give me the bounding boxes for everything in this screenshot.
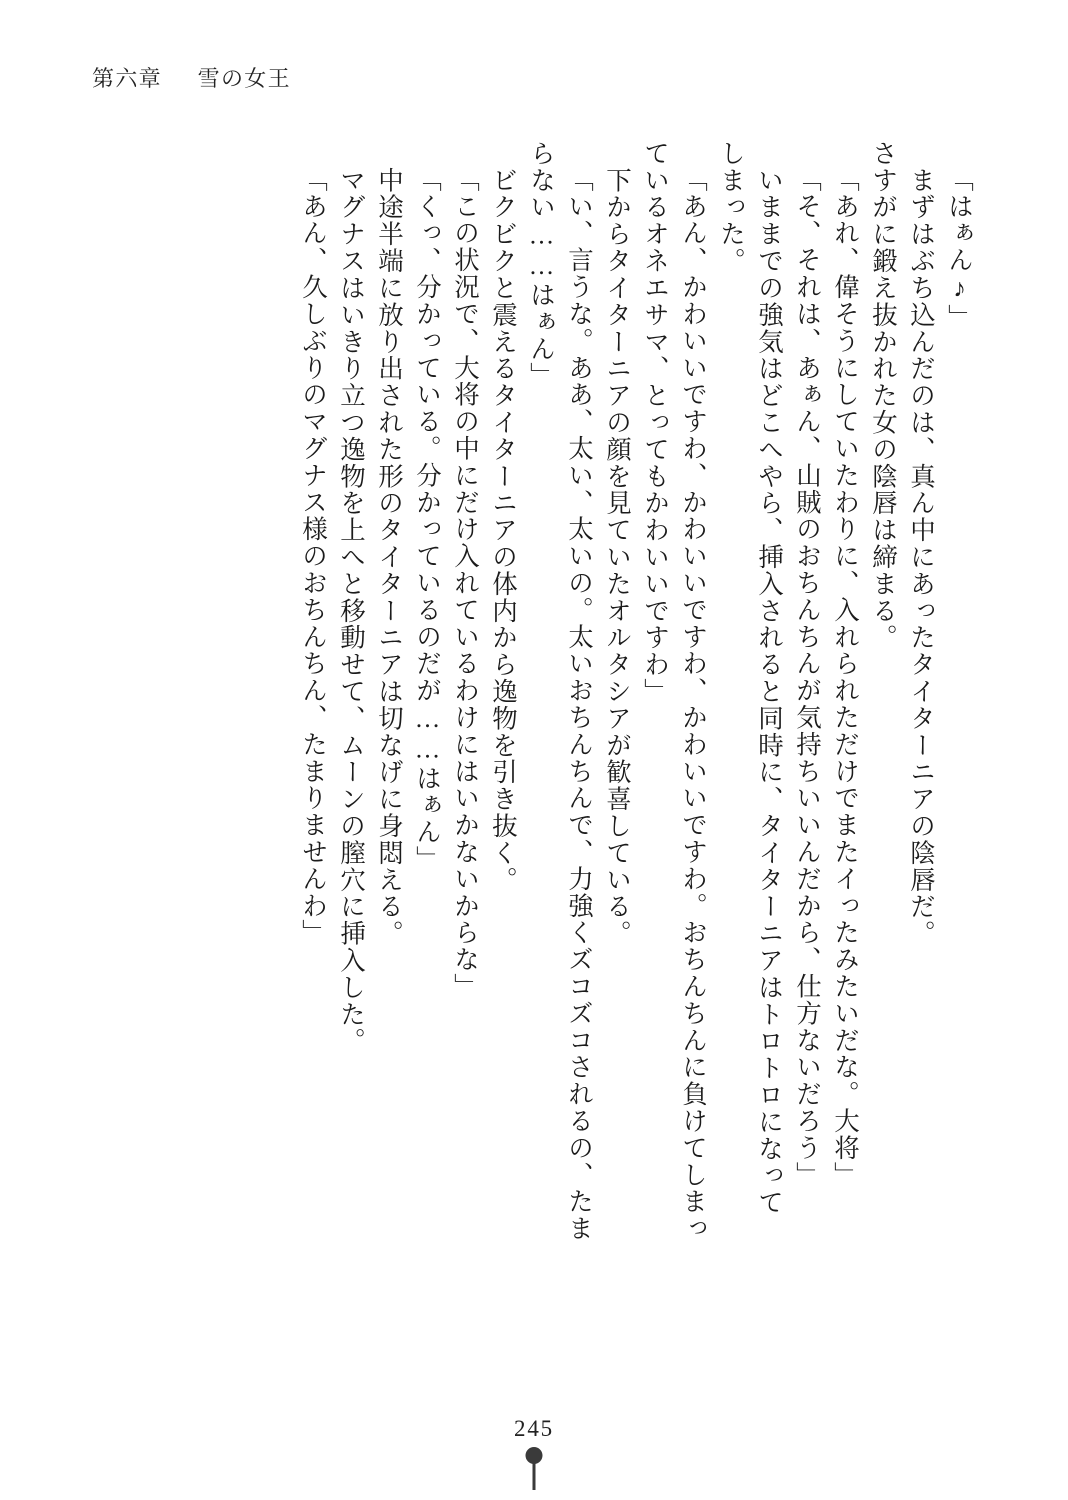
- text-column: さすがに鍛え抜かれた女の陰唇は締まる。: [869, 140, 898, 652]
- text-column: マグナスはいきり立つ逸物を上へと移動せて、ムーンの膣穴に挿入した。: [337, 140, 366, 1055]
- text-column: らない……はぁん」: [527, 140, 556, 390]
- text-column: 「そ、それは、あぁん、山賊のおちんちんが気持ちいいんだから、仕方ないだろう」: [793, 166, 822, 1189]
- text-column: まずはぶち込んだのは、真ん中にあったタイターニアの陰唇だ。: [907, 140, 936, 948]
- text-column: 中途半端に放り出された形のタイターニアは切なげに身悶える。: [375, 140, 404, 948]
- text-column: いままでの強気はどこへやら、挿入されると同時に、タイターニアはトロトロになって: [755, 140, 784, 1217]
- page-number: 245: [513, 1416, 555, 1441]
- text-column: 「あれ、偉そうにしていたわりに、入れられただけでまたイったみたいだな。大将」: [831, 166, 860, 1189]
- text-column: 下からタイターニアの顔を見ていたオルタシアが歓喜している。: [603, 140, 632, 948]
- folio-bar-ornament: [533, 1452, 536, 1490]
- chapter-number: 第六章: [92, 66, 162, 91]
- text-column: 「くっ、分かっている。分かっているのだが……はぁん」: [413, 166, 442, 873]
- text-column: 「はぁん♪」: [945, 166, 974, 331]
- text-column: ビクビクと震えるタイターニアの体内から逸物を引き抜く。: [489, 140, 518, 894]
- text-column: 「あん、かわいいですわ、かわいいですわ、かわいいですわ。おちんちんに負けてしまっ: [679, 166, 708, 1243]
- text-column: ているオネエサマ、とってもかわいいですわ」: [641, 140, 670, 705]
- vertical-body-text: [288, 140, 972, 1330]
- chapter-title: 雪の女王: [197, 66, 291, 91]
- chapter-running-head: [92, 62, 291, 93]
- text-column: 「い、言うな。ああ、太い、太いの。太いおちんちんで、力強くズコズコされるの、たま: [565, 166, 594, 1243]
- text-column: 「あん、久しぶりのマグナス様のおちんちん、たまりませんわ」: [299, 166, 328, 947]
- text-column: しまった。: [717, 140, 746, 275]
- text-column: 「この状況で、大将の中にだけ入れているわけにはいかないからな」: [451, 166, 480, 1000]
